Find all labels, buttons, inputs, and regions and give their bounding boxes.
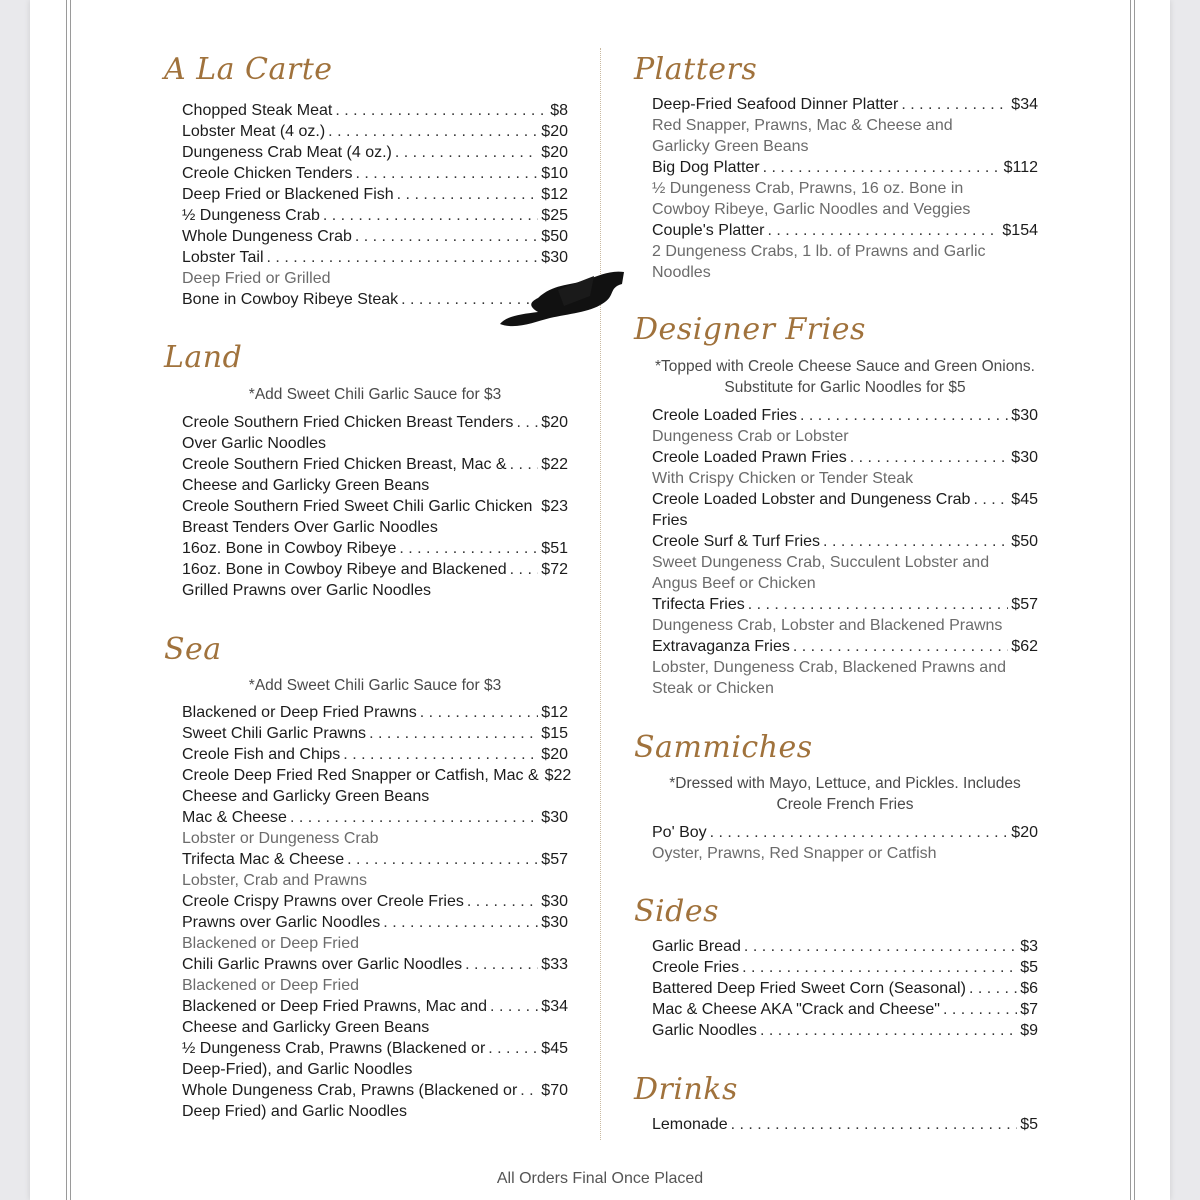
- menu-item: [182, 723, 568, 744]
- item-name: Creole Southern Fried Chicken Breast, Mac &: [182, 456, 507, 473]
- item-price: $30: [541, 249, 568, 266]
- menu-item: [182, 226, 568, 247]
- item-description: Lobster, Dungeness Crab, Blackened Prawns and: [652, 659, 1006, 676]
- menu-item: [652, 531, 1038, 552]
- menu-item: [182, 996, 568, 1017]
- item-name: Lobster Meat (4 oz.): [182, 123, 326, 140]
- menu-item: [182, 205, 568, 226]
- section-title-land: Land: [164, 340, 243, 375]
- item-name: Whole Dungeness Crab: [182, 228, 352, 245]
- menu-item: [182, 496, 568, 517]
- item-name: ½ Dungeness Crab: [182, 207, 320, 224]
- menu-item: [652, 1114, 1038, 1135]
- item-price: $9: [1020, 1022, 1038, 1039]
- menu-item: [182, 954, 568, 975]
- section-note: *Topped with Creole Cheese Sauce and Green Onions.: [655, 358, 1035, 375]
- menu-item: [652, 999, 1038, 1020]
- item-name: Lemonade: [652, 1116, 728, 1133]
- item-name: Couple's Platter: [652, 222, 765, 239]
- menu-item: [652, 636, 1038, 657]
- item-name: Bone in Cowboy Ribeye Steak: [182, 291, 399, 308]
- item-name: Creole Fries: [652, 959, 740, 976]
- section-title-designer-fries: Designer Fries: [634, 312, 866, 347]
- border-line: [1130, 0, 1131, 1200]
- item-name: Creole Chicken Tenders: [182, 165, 353, 182]
- item-description: Angus Beef or Chicken: [652, 575, 816, 592]
- menu-item: [652, 447, 1038, 468]
- menu-item: [182, 121, 568, 142]
- menu-item: [182, 184, 568, 205]
- section-note: Creole French Fries: [776, 796, 914, 813]
- item-price: $154: [1002, 222, 1038, 239]
- column-divider: [600, 48, 601, 1140]
- item-name-continued: Cheese and Garlicky Green Beans: [182, 477, 430, 494]
- item-price: $20: [541, 123, 568, 140]
- item-name: Trifecta Mac & Cheese: [182, 851, 345, 868]
- item-description: With Crispy Chicken or Tender Steak: [652, 470, 914, 487]
- border-line: [1134, 0, 1135, 1200]
- item-name-continued: Breast Tenders Over Garlic Noodles: [182, 519, 438, 536]
- item-price: $10: [541, 165, 568, 182]
- border-line: [70, 0, 71, 1200]
- item-name-continued: Deep-Fried), and Garlic Noodles: [182, 1061, 413, 1078]
- item-description: Blackened or Deep Fried: [182, 935, 359, 952]
- menu-item: [182, 849, 568, 870]
- section-title-sides: Sides: [634, 894, 719, 929]
- item-name: Prawns over Garlic Noodles: [182, 914, 381, 931]
- menu-item: [182, 912, 568, 933]
- item-description: Deep Fried or Grilled: [182, 270, 331, 287]
- item-price: $50: [541, 228, 568, 245]
- item-name: Blackened or Deep Fried Prawns: [182, 704, 417, 721]
- menu-item: [652, 94, 1038, 115]
- item-name: Trifecta Fries: [652, 596, 745, 613]
- item-name: Sweet Chili Garlic Prawns: [182, 725, 367, 742]
- item-price: $20: [541, 144, 568, 161]
- menu-item: [182, 702, 568, 723]
- section-title-sea: Sea: [164, 632, 222, 667]
- menu-item: [652, 157, 1038, 178]
- item-name-continued: Grilled Prawns over Garlic Noodles: [182, 582, 431, 599]
- item-price: $3: [1020, 938, 1038, 955]
- item-name: Creole Loaded Lobster and Dungeness Crab: [652, 491, 971, 508]
- item-name-continued: Cheese and Garlicky Green Beans: [182, 1019, 430, 1036]
- redaction-scribble: [498, 266, 630, 342]
- item-name: 16oz. Bone in Cowboy Ribeye and Blackened: [182, 561, 507, 578]
- menu-item: [182, 142, 568, 163]
- menu-item: [182, 538, 568, 559]
- item-name: Lobster Tail: [182, 249, 264, 266]
- menu-item: [182, 891, 568, 912]
- footer-note: All Orders Final Once Placed: [496, 1170, 704, 1187]
- menu-item: [652, 489, 1038, 510]
- item-name-continued: Fries: [652, 512, 688, 529]
- item-price: $45: [1011, 491, 1038, 508]
- item-name: Big Dog Platter: [652, 159, 760, 176]
- item-price: $6: [1020, 980, 1038, 997]
- item-price: $112: [1003, 159, 1038, 176]
- item-name: Chopped Steak Meat: [182, 102, 333, 119]
- section-note: *Add Sweet Chili Garlic Sauce for $3: [248, 677, 502, 694]
- menu-item: [182, 412, 568, 433]
- item-price: $30: [541, 893, 568, 910]
- item-price: $30: [1011, 407, 1038, 424]
- item-name: Creole Fish and Chips: [182, 746, 341, 763]
- item-name: Creole Surf & Turf Fries: [652, 533, 821, 550]
- item-name: ½ Dungeness Crab, Prawns (Blackened or: [182, 1040, 486, 1057]
- item-price: $23: [541, 498, 568, 515]
- menu-item: [652, 936, 1038, 957]
- item-description: Steak or Chicken: [652, 680, 774, 697]
- item-price: $20: [541, 746, 568, 763]
- menu-item: [652, 822, 1038, 843]
- item-price: $5: [1020, 959, 1038, 976]
- section-note: *Dressed with Mayo, Lettuce, and Pickles. Includes: [669, 775, 1021, 792]
- item-name-continued: Cheese and Garlicky Green Beans: [182, 788, 430, 805]
- menu-item: [182, 1080, 568, 1101]
- item-price: $34: [1011, 96, 1038, 113]
- menu-item: [182, 744, 568, 765]
- item-name: Whole Dungeness Crab, Prawns (Blackened or: [182, 1082, 518, 1099]
- item-price: $12: [541, 186, 568, 203]
- item-name: Deep-Fried Seafood Dinner Platter: [652, 96, 899, 113]
- menu-item: [182, 807, 568, 828]
- item-price: $20: [1011, 824, 1038, 841]
- item-name: Creole Crispy Prawns over Creole Fries: [182, 893, 464, 910]
- border-line: [66, 0, 67, 1200]
- menu-item: [652, 220, 1038, 241]
- item-name: Creole Southern Fried Chicken Breast Tenders: [182, 414, 514, 431]
- item-price: $51: [541, 540, 568, 557]
- item-description: Dungeness Crab, Lobster and Blackened Prawns: [652, 617, 1003, 634]
- item-name: Blackened or Deep Fried Prawns, Mac and: [182, 998, 488, 1015]
- item-description: Garlicky Green Beans: [652, 138, 809, 155]
- item-price: $70: [541, 1082, 568, 1099]
- item-name: 16oz. Bone in Cowboy Ribeye: [182, 540, 397, 557]
- item-name: Po' Boy: [652, 824, 707, 841]
- menu-item: [182, 247, 568, 268]
- item-price: $20: [541, 414, 568, 431]
- menu-item: [652, 594, 1038, 615]
- item-description: 2 Dungeness Crabs, 1 lb. of Prawns and Garlic: [652, 243, 986, 260]
- item-description: Noodles: [652, 264, 711, 281]
- item-price: $22: [541, 456, 568, 473]
- menu-item: [182, 1038, 568, 1059]
- item-price: $7: [1020, 1001, 1038, 1018]
- section-title-sammiches: Sammiches: [634, 730, 813, 765]
- item-price: $50: [1011, 533, 1038, 550]
- item-description: Red Snapper, Prawns, Mac & Cheese and: [652, 117, 953, 134]
- menu-item: [182, 100, 568, 121]
- menu-item: [182, 454, 568, 475]
- menu-item: [652, 957, 1038, 978]
- item-name: Creole Loaded Prawn Fries: [652, 449, 847, 466]
- item-name: Garlic Noodles: [652, 1022, 757, 1039]
- menu-item: [652, 1020, 1038, 1041]
- item-description: Sweet Dungeness Crab, Succulent Lobster and: [652, 554, 990, 571]
- section-title-a-la-carte: A La Carte: [164, 52, 333, 87]
- item-name: Chili Garlic Prawns over Garlic Noodles: [182, 956, 463, 973]
- item-description: Blackened or Deep Fried: [182, 977, 359, 994]
- section-title-platters: Platters: [634, 52, 758, 87]
- item-description: Oyster, Prawns, Red Snapper or Catfish: [652, 845, 937, 862]
- item-price: $22: [544, 767, 572, 784]
- item-price: $25: [541, 207, 568, 224]
- item-price: $45: [541, 1040, 568, 1057]
- item-price: $30: [541, 809, 568, 826]
- item-price: $8: [550, 102, 568, 119]
- item-description: Cowboy Ribeye, Garlic Noodles and Veggies: [652, 201, 971, 218]
- item-name: Mac & Cheese AKA "Crack and Cheese": [652, 1001, 940, 1018]
- item-price: $57: [1011, 596, 1038, 613]
- item-name: Dungeness Crab Meat (4 oz.): [182, 144, 392, 161]
- section-note: *Add Sweet Chili Garlic Sauce for $3: [248, 386, 502, 403]
- menu-item: [182, 765, 572, 786]
- item-description: Dungeness Crab or Lobster: [652, 428, 849, 445]
- item-name-continued: Deep Fried) and Garlic Noodles: [182, 1103, 407, 1120]
- item-name: Creole Loaded Fries: [652, 407, 797, 424]
- item-price: $72: [541, 561, 568, 578]
- item-price: $5: [1020, 1116, 1038, 1133]
- item-description: Lobster or Dungeness Crab: [182, 830, 379, 847]
- item-price: $33: [541, 956, 568, 973]
- item-name: Extravaganza Fries: [652, 638, 790, 655]
- item-name: Garlic Bread: [652, 938, 741, 955]
- item-price: $30: [1011, 449, 1038, 466]
- item-name: Creole Southern Fried Sweet Chili Garlic Chicken: [182, 498, 533, 515]
- menu-item: [652, 405, 1038, 426]
- section-note: Substitute for Garlic Noodles for $5: [724, 379, 966, 396]
- item-name: Battered Deep Fried Sweet Corn (Seasonal): [652, 980, 966, 997]
- menu-item: [182, 163, 568, 184]
- item-name-continued: Over Garlic Noodles: [182, 435, 327, 452]
- item-name: Deep Fried or Blackened Fish: [182, 186, 394, 203]
- item-price: $34: [541, 998, 568, 1015]
- menu-item: [652, 978, 1038, 999]
- item-price: $62: [1011, 638, 1038, 655]
- menu-item: [182, 559, 568, 580]
- section-title-drinks: Drinks: [634, 1072, 738, 1107]
- item-price: $15: [541, 725, 568, 742]
- item-description: Lobster, Crab and Prawns: [182, 872, 367, 889]
- item-price: $57: [541, 851, 568, 868]
- item-description: ½ Dungeness Crab, Prawns, 16 oz. Bone in: [652, 180, 964, 197]
- item-price: $12: [541, 704, 568, 721]
- item-name: Creole Deep Fried Red Snapper or Catfish, Mac &: [182, 767, 539, 784]
- item-name: Mac & Cheese: [182, 809, 287, 826]
- item-price: $30: [541, 914, 568, 931]
